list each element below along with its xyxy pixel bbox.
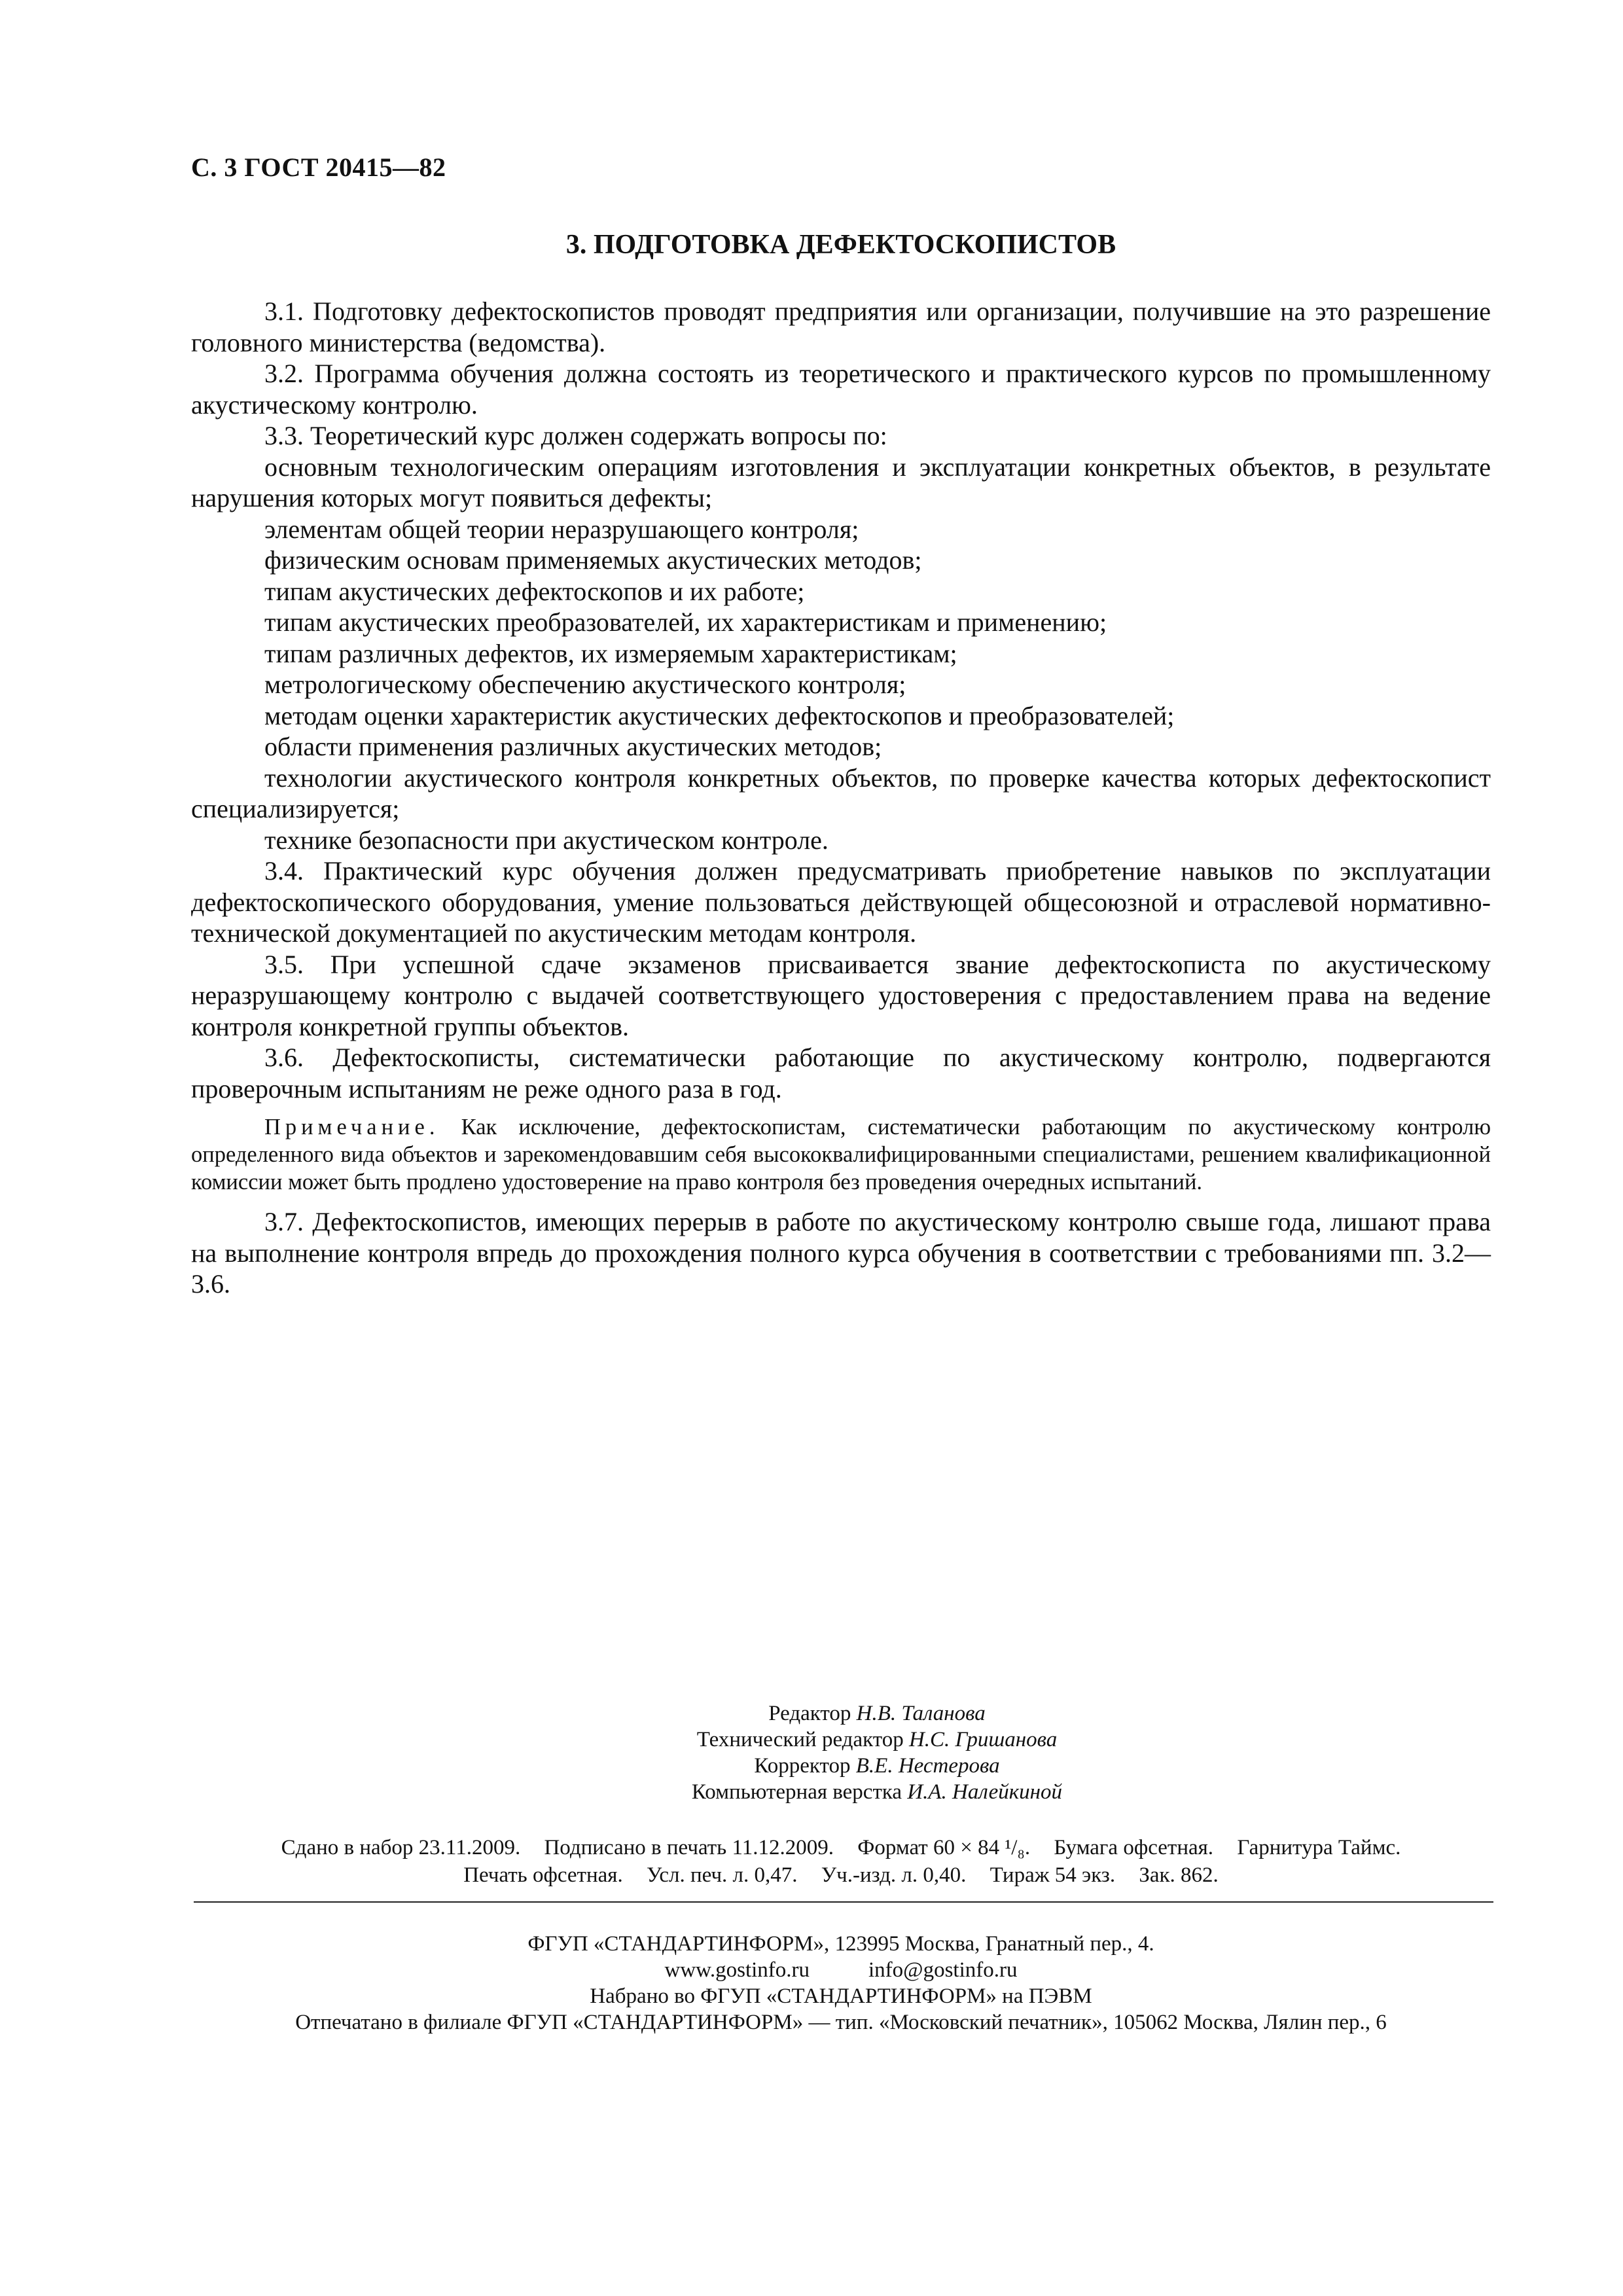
imprint-print-type: Печать офсетная. bbox=[463, 1863, 623, 1887]
credit-role: Компьютерная верстка bbox=[691, 1780, 902, 1804]
credit-role: Технический редактор bbox=[696, 1728, 904, 1751]
imprint-row-1 bbox=[191, 1834, 1491, 1861]
credit-role: Редактор bbox=[768, 1702, 851, 1725]
imprint-typeset-date: Сдано в набор 23.11.2009. bbox=[281, 1836, 521, 1859]
imprint bbox=[191, 1834, 1491, 1889]
imprint-print-sheets: Усл. печ. л. 0,47. bbox=[646, 1863, 798, 1887]
list-item: технике безопасности при акустическом контроле. bbox=[264, 825, 829, 855]
imprint-publisher-sheets: Уч.-изд. л. 0,40. bbox=[821, 1863, 967, 1887]
list-item: области применения различных акустических методов; bbox=[264, 732, 882, 761]
credit-layout bbox=[191, 1779, 1491, 1805]
note-label: Примечание. bbox=[264, 1115, 440, 1139]
list-item: типам акустических преобразователей, их характеристикам и применению; bbox=[264, 607, 1107, 637]
list-item: методам оценки характеристик акустических дефектоскопов и преобразователей; bbox=[264, 700, 1175, 730]
section-title: 3. ПОДГОТОВКА ДЕФЕКТОСКОПИСТОВ bbox=[565, 230, 1116, 260]
credit-name: В.Е. Нестерова bbox=[855, 1754, 1000, 1778]
note-text: Как исключение, дефектоскопистам, систематически работающим по акустическому контролю определенного вида объектов и зарекомендовавшим себя высококвалифицированными специалистами, решением квалификационной комиссии может быть продлено удостоверение на право контроля без проведения очередных испытаний. bbox=[191, 1115, 1491, 1194]
credit-technical-editor bbox=[191, 1727, 1491, 1753]
list-item: технологии акустического контроля конкретных объектов, по проверке качества которых дефектоскопист специализируется; bbox=[191, 762, 1491, 823]
imprint-row-2 bbox=[191, 1861, 1491, 1889]
paragraph-3-4: 3.4. Практический курс обучения должен предусматривать приобретение навыков по эксплуатации дефектоскопического оборудования, умение пользоваться действующей общесоюзной и отраслевой нормативно-технической документацией по акустическим методам контроля. bbox=[191, 856, 1491, 948]
page-header: С. 3 ГОСТ 20415—82 bbox=[191, 152, 446, 182]
paragraph-3-2: 3.2. Программа обучения должна состоять из теоретического и практического курсов по промышленному акустическому контролю. bbox=[191, 359, 1491, 420]
credit-editor bbox=[191, 1700, 1491, 1727]
body-text bbox=[191, 296, 1491, 1300]
credits bbox=[191, 1700, 1491, 1805]
credit-name: И.А. Налейкиной bbox=[907, 1780, 1063, 1804]
publisher-address: ФГУП «СТАНДАРТИНФОРМ», 123995 Москва, Гранатный пер., 4. bbox=[527, 1932, 1154, 1956]
imprint-order: Зак. 862. bbox=[1139, 1863, 1219, 1887]
imprint-typeface: Гарнитура Таймс. bbox=[1237, 1836, 1401, 1859]
imprint-signed-date: Подписано в печать 11.12.2009. bbox=[544, 1836, 834, 1859]
imprint-circulation: Тираж 54 экз. bbox=[990, 1863, 1116, 1887]
publisher-typeset: Набрано во ФГУП «СТАНДАРТИНФОРМ» на ПЭВМ bbox=[590, 1984, 1092, 2008]
list-item: основным технологическим операциям изготовления и эксплуатации конкретных объектов, в результате нарушения которых могут появиться дефекты; bbox=[191, 452, 1491, 512]
credit-proofreader bbox=[191, 1753, 1491, 1779]
divider bbox=[194, 1901, 1493, 1903]
credit-name: Н.В. Таланова bbox=[856, 1702, 986, 1725]
publisher-email: info@gostinfo.ru bbox=[868, 1958, 1018, 1982]
publisher-contacts bbox=[191, 1957, 1491, 1983]
paragraph-3-1: 3.1. Подготовку дефектоскопистов проводят предприятия или организации, получившие на это разрешение головного министерства (ведомства). bbox=[191, 296, 1491, 357]
list-item: типам акустических дефектоскопов и их работе; bbox=[264, 576, 805, 606]
paragraph-3-6: 3.6. Дефектоскописты, систематически работающие по акустическому контролю, подвергаются проверочным испытаниям не реже одного раза в год. bbox=[191, 1043, 1491, 1103]
imprint-format: Формат 60 × 84 ¹/₈. bbox=[857, 1836, 1031, 1859]
list-item: элементам общей теории неразрушающего контроля; bbox=[264, 514, 859, 544]
credit-name: Н.С. Гришанова bbox=[908, 1728, 1058, 1751]
list-item: метрологическому обеспечению акустического контроля; bbox=[264, 670, 906, 699]
list-item: физическим основам применяемых акустических методов; bbox=[264, 545, 922, 575]
paragraph-3-7: 3.7. Дефектоскопистов, имеющих перерыв в работе по акустическому контролю свыше года, лишают права на выполнение контроля впредь до прохождения полного курса обучения в соответствии с требованиями пп. 3.2—3.6. bbox=[191, 1207, 1491, 1299]
list-item: типам различных дефектов, их измеряемым характеристикам; bbox=[264, 638, 957, 668]
paragraph-3-5: 3.5. При успешной сдаче экзаменов присваивается звание дефектоскописта по акустическому неразрушающему контролю с выдачей соответствующего удостоверения с предоставлением права на ведение контроля конкретной группы объектов. bbox=[191, 949, 1491, 1041]
imprint-paper: Бумага офсетная. bbox=[1054, 1836, 1214, 1859]
note bbox=[191, 1113, 1491, 1196]
credit-role: Корректор bbox=[754, 1754, 851, 1778]
paragraph-3-3: 3.3. Теоретический курс должен содержать вопросы по: bbox=[264, 421, 887, 450]
publisher-info bbox=[191, 1931, 1491, 2036]
publisher-website: www.gostinfo.ru bbox=[664, 1958, 810, 1982]
publisher-printed: Отпечатано в филиале ФГУП «СТАНДАРТИНФОРМ» — тип. «Московский печатник», 105062 Москва, Лялин пер., 6 bbox=[295, 2011, 1387, 2034]
